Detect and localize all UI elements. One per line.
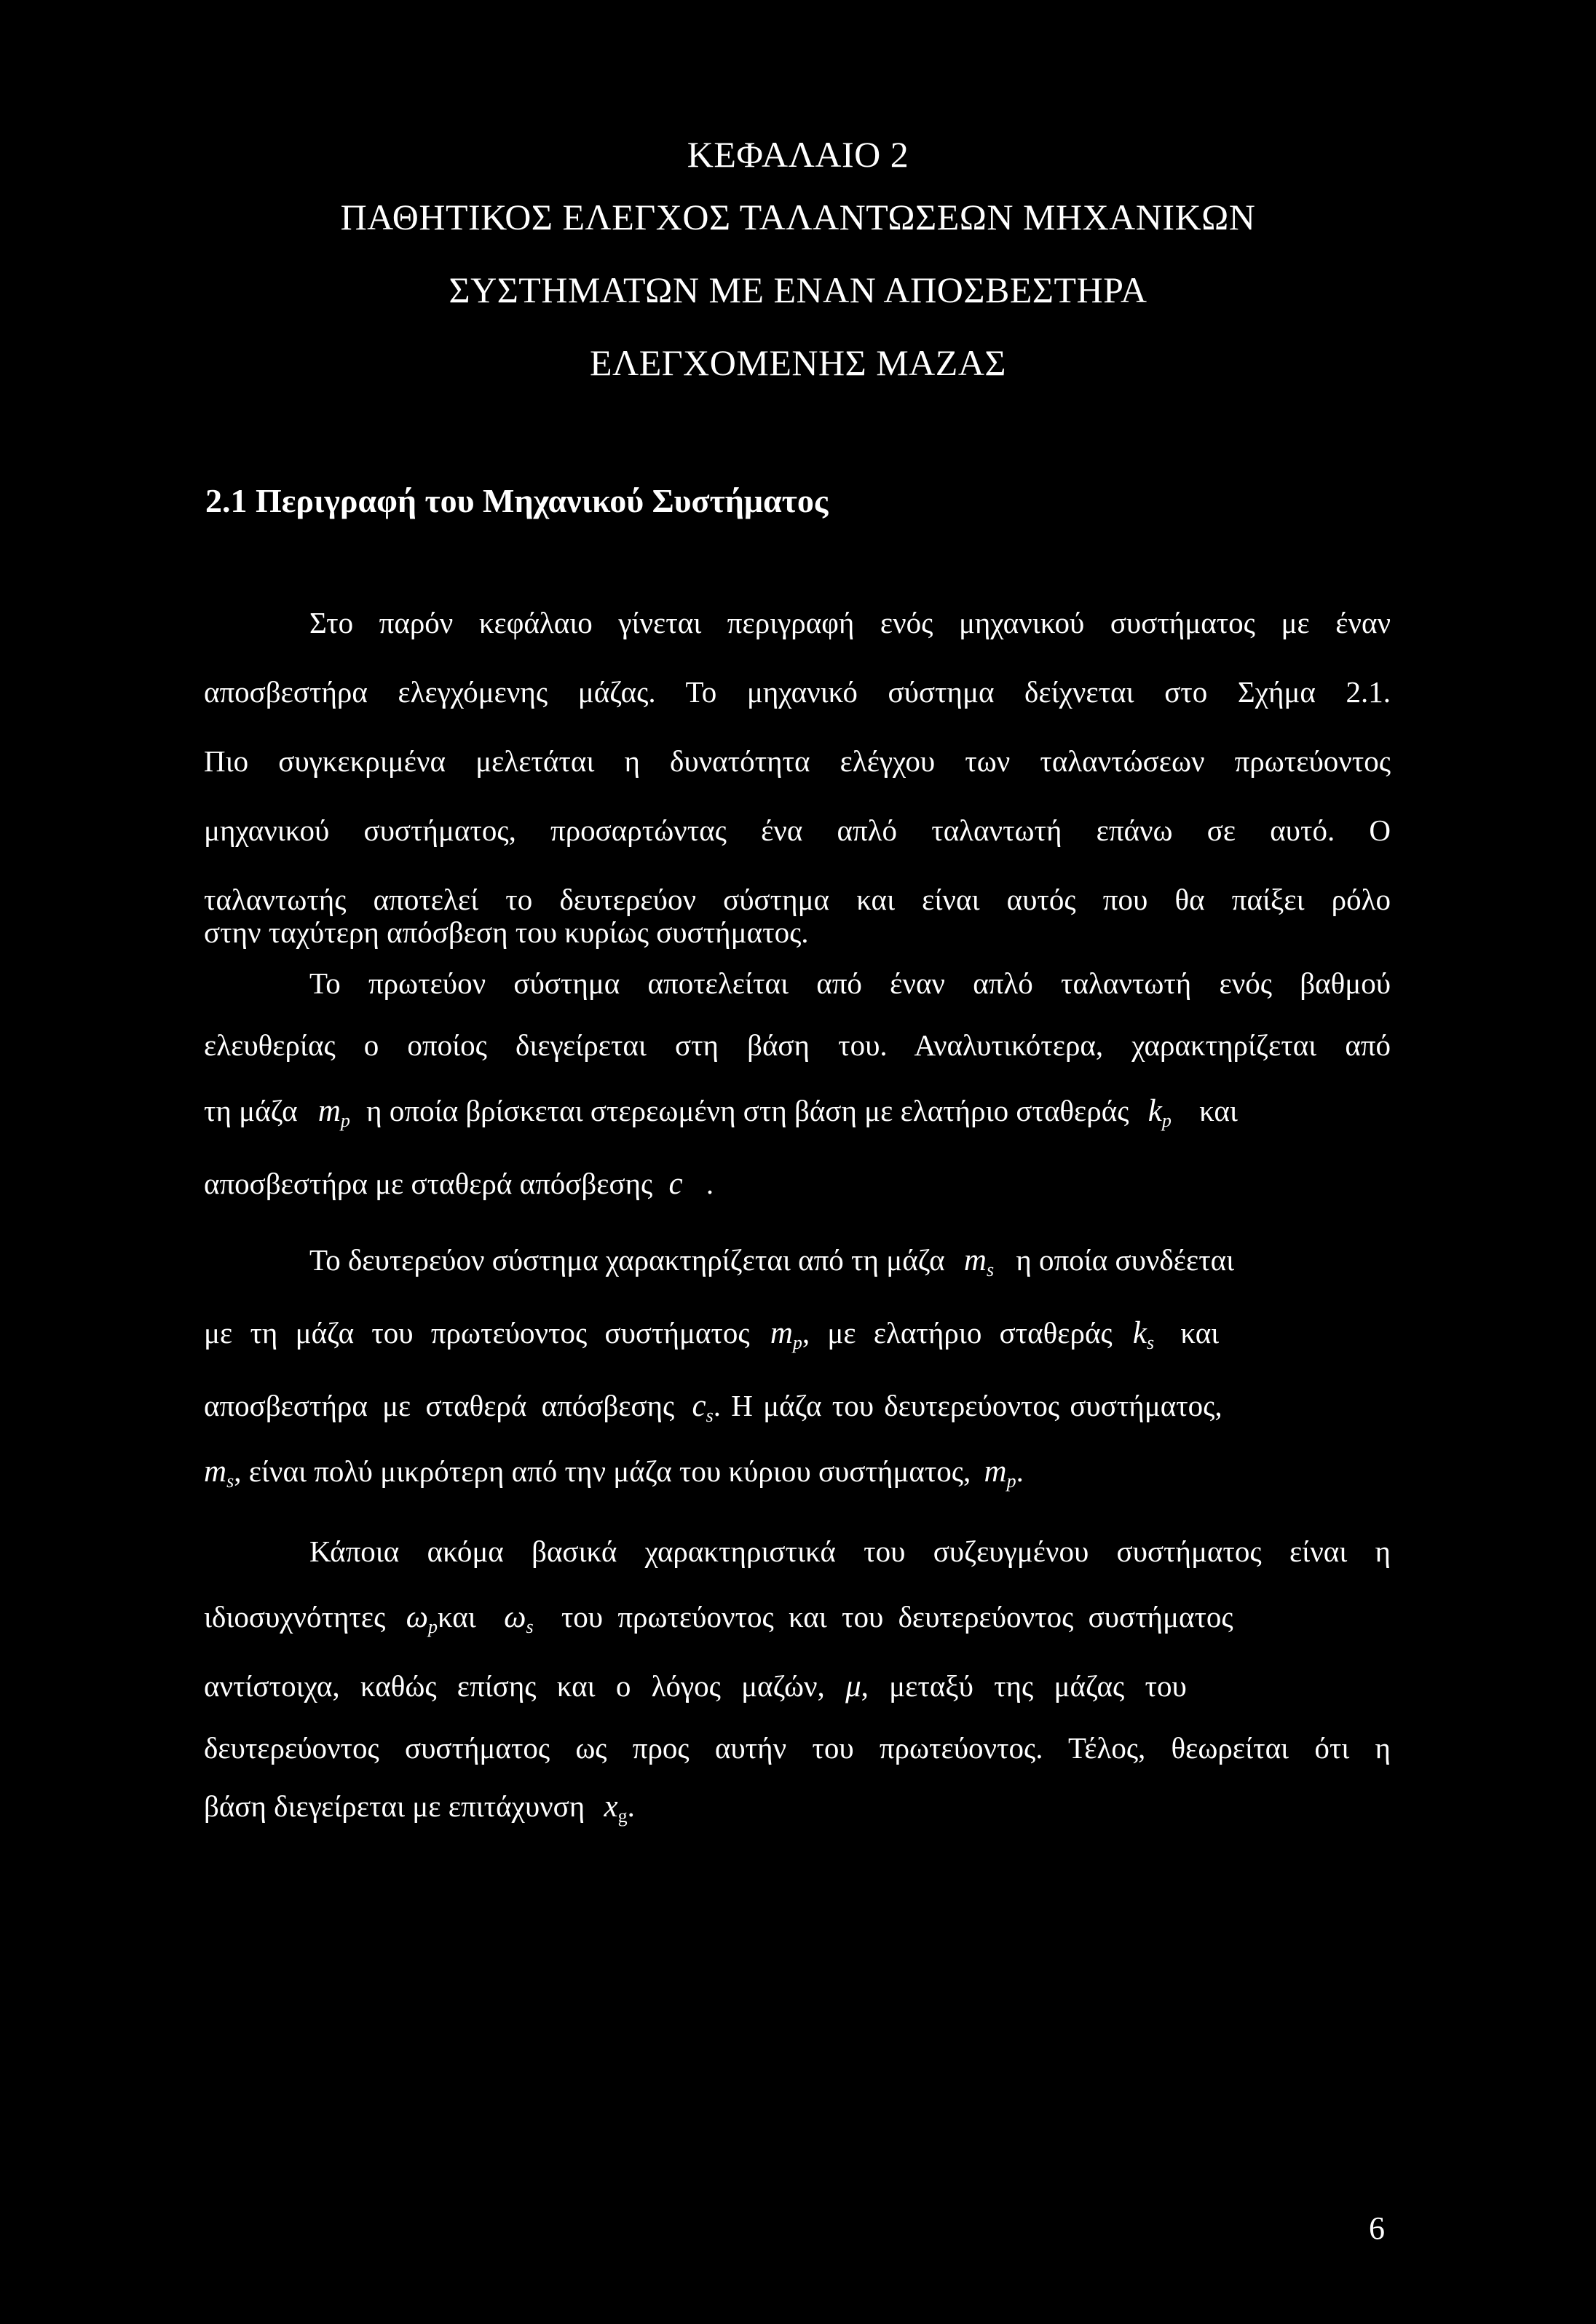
chapter-title-line-3-text: ΕΛΕΓΧΟΜΕΝΗΣ ΜΑΖΑΣ <box>589 342 1007 383</box>
section-title: 2.1 Περιγραφή του Μηχανικού Συστήματος <box>205 482 829 519</box>
math-subscript: s <box>986 1259 995 1280</box>
text-run: , είναι πολύ μικρότερη από την μάζα του κύριου συστήματος, <box>234 1454 971 1488</box>
paragraph-line: δευτερεύοντος συστήματος ως προς αυτήν του πρωτεύοντος. Τέλος, θεωρείται ότι η <box>204 1731 1391 1765</box>
math-symbol: m <box>204 1454 227 1489</box>
page-number: 6 <box>1369 2210 1385 2246</box>
paragraph-line-with-symbols <box>204 1311 1391 1355</box>
text-run: ιδιοσυχνότητες <box>204 1600 386 1634</box>
text-run: Το δευτερεύον σύστημα χαρακτηρίζεται από τη μάζα <box>309 1243 945 1277</box>
text-run: , με ελατήριο σταθεράς <box>802 1316 1113 1350</box>
text-run: . <box>1016 1454 1024 1488</box>
paragraph-line-with-symbols <box>204 1664 1391 1709</box>
math-subscript: p <box>1161 1110 1172 1131</box>
text-run: αποσβεστήρα με σταθερά απόσβεσης <box>204 1167 653 1200</box>
paragraph-line-with-symbols <box>204 1595 1391 1639</box>
text-run: και <box>438 1600 476 1634</box>
text-run: αποσβεστήρα με σταθερά απόσβεσης <box>204 1389 675 1422</box>
math-symbol: k <box>1132 1316 1147 1350</box>
chapter-title-line-1-text: ΠΑΘΗΤΙΚΟΣ ΕΛΕΓΧΟΣ ΤΑΛΑΝΤΩΣΕΩΝ ΜΗΧΑΝΙΚΩΝ <box>340 197 1256 237</box>
math-subscript: s <box>226 1470 234 1492</box>
paragraph-line: Κάποια ακόμα βασικά χαρακτηριστικά του συζευγμένου συστήματος είναι η <box>309 1535 1391 1568</box>
chapter-label <box>0 125 1596 184</box>
paragraph-line-with-symbols <box>204 1784 635 1829</box>
math-symbol: m <box>963 1243 987 1277</box>
paragraph-line: αποσβεστήρα ελεγχόμενης μάζας. Το μηχανικό σύστημα δείχνεται στο Σχήμα 2.1. <box>204 675 1391 709</box>
math-subscript: p <box>1006 1470 1016 1492</box>
math-symbol: c <box>668 1167 683 1201</box>
paragraph-line-with-symbols <box>204 1089 1391 1133</box>
math-symbol: ω <box>406 1600 428 1634</box>
text-run: τη μάζα <box>204 1094 298 1127</box>
math-symbol: c <box>692 1389 706 1423</box>
paragraph-line: ελευθερίας ο οποίος διεγείρεται στη βάση του. Αναλυτικότερα, χαρακτηρίζεται από <box>204 1028 1391 1062</box>
math-subscript: p <box>428 1616 438 1637</box>
chapter-title-line-2 <box>0 261 1596 319</box>
text-run: και <box>1180 1316 1220 1350</box>
math-subscript: s <box>526 1616 534 1637</box>
text-run: η οποία συνδέεται <box>1016 1243 1235 1277</box>
math-symbol: μ <box>845 1669 861 1703</box>
math-symbol: ω <box>504 1600 526 1634</box>
math-subscript: s <box>1147 1332 1155 1353</box>
math-symbol: x <box>604 1789 618 1824</box>
math-symbol: m <box>984 1454 1007 1489</box>
paragraph-line-with-symbols <box>204 1449 1024 1494</box>
math-symbol: m <box>317 1094 341 1128</box>
text-run: . <box>627 1789 635 1823</box>
paragraph-line-with-symbols <box>204 1384 1222 1428</box>
chapter-label-text: ΚΕΦΑΛΑΙΟ 2 <box>687 134 909 175</box>
text-run: και <box>1199 1094 1238 1127</box>
paragraph-line-with-symbols <box>204 1162 714 1206</box>
chapter-title-line-2-text: ΣΥΣΤΗΜΑΤΩΝ ΜΕ ΕΝΑΝ ΑΠΟΣΒΕΣΤΗΡΑ <box>449 269 1147 310</box>
math-subscript: s <box>706 1405 714 1426</box>
math-symbol: k <box>1147 1094 1162 1128</box>
paragraph-line: Πιο συγκεκριμένα μελετάται η δυνατότητα ελέγχου των ταλαντώσεων πρωτεύοντος <box>204 744 1391 778</box>
text-run: . <box>706 1167 714 1200</box>
text-run: με τη μάζα του πρωτεύοντος συστήματος <box>204 1316 750 1350</box>
text-run: βάση διεγείρεται με επιτάχυνση <box>204 1789 585 1823</box>
math-subscript: p <box>792 1332 802 1353</box>
chapter-title-line-3 <box>0 334 1596 392</box>
paragraph-line: Το πρωτεύον σύστημα αποτελείται από έναν απλό ταλαντωτή ενός βαθμού <box>309 966 1391 1000</box>
paragraph-line: ταλαντωτής αποτελεί το δευτερεύον σύστημα και είναι αυτός που θα παίξει ρόλο <box>204 883 1391 916</box>
chapter-title-line-1 <box>0 188 1596 246</box>
text-run: του πρωτεύοντος και του δευτερεύοντος συστήματος <box>561 1600 1233 1634</box>
text-run: , μεταξύ της μάζας του <box>861 1669 1187 1703</box>
math-subscript: p <box>340 1110 350 1131</box>
math-subscript: g <box>617 1805 628 1827</box>
paragraph-line-with-symbols <box>309 1238 1234 1283</box>
text-run: η οποία βρίσκεται στερεωμένη στη βάση με ελατήριο σταθεράς <box>366 1094 1129 1127</box>
text-run: . Η μάζα του δευτερεύοντος συστήματος, <box>713 1389 1222 1422</box>
text-run: αντίστοιχα, καθώς επίσης και ο λόγος μαζών, <box>204 1669 825 1703</box>
paragraph-line: μηχανικού συστήματος, προσαρτώντας ένα απλό ταλαντωτή επάνω σε αυτό. Ο <box>204 814 1391 847</box>
paragraph-line: στην ταχύτερη απόσβεση του κυρίως συστήματος. <box>204 915 809 949</box>
paragraph-line: Στο παρόν κεφάλαιο γίνεται περιγραφή ενός μηχανικού συστήματος με έναν <box>309 606 1391 639</box>
math-symbol: m <box>770 1316 793 1350</box>
